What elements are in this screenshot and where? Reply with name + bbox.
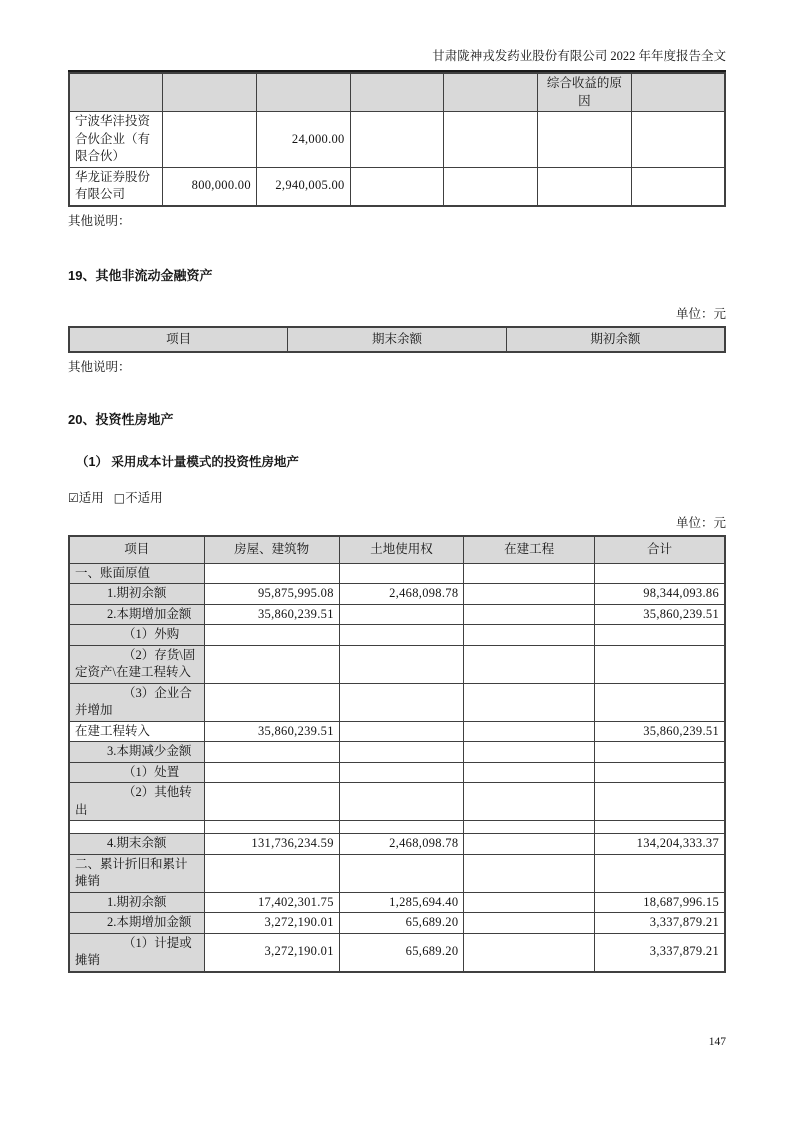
cell — [464, 854, 595, 892]
item-label-cell: 2.本期增加金额 — [69, 604, 204, 625]
item-label-cell: （3）企业合并增加 — [69, 683, 204, 721]
cell: 800,000.00 — [163, 167, 257, 206]
cell — [339, 762, 464, 783]
table-row — [69, 783, 725, 821]
cell — [163, 112, 257, 168]
table-row — [69, 742, 725, 763]
cell — [204, 742, 339, 763]
cell — [464, 834, 595, 855]
table-row — [69, 913, 725, 934]
other-notes-label: 其他说明： — [68, 213, 131, 228]
cell — [204, 645, 339, 683]
item-label-cell: 一、账面原值 — [69, 563, 204, 584]
header-cell — [69, 73, 163, 112]
cell — [339, 854, 464, 892]
cell — [464, 742, 595, 763]
cell — [204, 625, 339, 646]
cell — [444, 167, 538, 206]
cell — [594, 742, 725, 763]
cell — [464, 563, 595, 584]
table-row — [69, 892, 725, 913]
cell: 17,402,301.75 — [204, 892, 339, 913]
table-header-row — [69, 73, 725, 112]
investment-property-table — [68, 535, 726, 973]
item-label-cell: （2）其他转出 — [69, 783, 204, 821]
cell: 35,860,239.51 — [204, 721, 339, 742]
cell — [204, 762, 339, 783]
cell: 98,344,093.86 — [594, 584, 725, 605]
header-cell: 期末余额 — [288, 327, 507, 353]
header-cell — [631, 73, 725, 112]
table-row — [69, 604, 725, 625]
page-number: 147 — [708, 1036, 726, 1048]
entity-name-cell: 宁波华沣投资合伙企业（有限合伙） — [69, 112, 163, 168]
header-cell — [350, 73, 444, 112]
header-cell: 项目 — [69, 536, 204, 563]
header-cell: 期初余额 — [506, 327, 725, 353]
cell: 2,468,098.78 — [339, 834, 464, 855]
header-cell: 房屋、建筑物 — [204, 536, 339, 563]
section-20-title: 20、投资性房地产 — [68, 412, 174, 427]
item-label-cell: （1）处置 — [69, 762, 204, 783]
cell — [444, 112, 538, 168]
table-row — [69, 933, 725, 972]
cell: 3,337,879.21 — [594, 933, 725, 972]
cell — [204, 854, 339, 892]
not-applicable-option — [114, 491, 163, 505]
cell — [464, 913, 595, 934]
cell — [538, 167, 632, 206]
cell: 18,687,996.15 — [594, 892, 725, 913]
cell — [464, 584, 595, 605]
cell: 1,285,694.40 — [339, 892, 464, 913]
unit-label: 单位：元 — [675, 516, 726, 530]
cell — [464, 762, 595, 783]
cell: 95,875,995.08 — [204, 584, 339, 605]
table-row — [69, 645, 725, 683]
cell — [350, 112, 444, 168]
cell — [339, 683, 464, 721]
cell: 35,860,239.51 — [204, 604, 339, 625]
header-cell — [444, 73, 538, 112]
cell — [594, 563, 725, 584]
cell: 35,860,239.51 — [594, 604, 725, 625]
applicable-option — [68, 491, 104, 505]
header-cell — [163, 73, 257, 112]
cell: 3,337,879.21 — [594, 913, 725, 934]
item-label-cell: 2.本期增加金额 — [69, 913, 204, 934]
cell — [339, 563, 464, 584]
item-label-cell: （1）计提或摊销 — [69, 933, 204, 972]
applicability-line — [68, 490, 726, 507]
table-row — [69, 721, 725, 742]
table-row — [69, 834, 725, 855]
cell — [464, 645, 595, 683]
applicable-label: 适用 — [78, 491, 104, 505]
cell — [204, 683, 339, 721]
item-label-cell: 在建工程转入 — [69, 721, 204, 742]
table-row — [69, 167, 725, 206]
cell — [631, 112, 725, 168]
comprehensive-income-table — [68, 72, 726, 207]
cell — [204, 821, 339, 834]
table-header-row — [69, 536, 725, 563]
cell — [339, 821, 464, 834]
cell — [339, 625, 464, 646]
item-label-cell: （1）外购 — [69, 625, 204, 646]
cell — [594, 821, 725, 834]
table-row — [69, 112, 725, 168]
section-19-title: 19、其他非流动金融资产 — [68, 267, 213, 283]
cell: 24,000.00 — [256, 112, 350, 168]
cell — [464, 821, 595, 834]
table-header-row — [69, 327, 725, 353]
cell — [350, 167, 444, 206]
cell — [594, 783, 725, 821]
item-label-cell: 二、累计折旧和累计摊销 — [69, 854, 204, 892]
cell — [594, 645, 725, 683]
spacer-row — [69, 821, 725, 834]
cell: 3,272,190.01 — [204, 933, 339, 972]
cell — [464, 625, 595, 646]
cell — [464, 683, 595, 721]
checked-checkbox-icon: ☑ — [68, 491, 79, 505]
other-notes-label: 其他说明： — [68, 360, 131, 374]
header-cell — [256, 73, 350, 112]
cell: 2,940,005.00 — [256, 167, 350, 206]
cell — [339, 721, 464, 742]
cell: 3,272,190.01 — [204, 913, 339, 934]
item-label-cell: （2）存货\固定资产\在建工程转入 — [69, 645, 204, 683]
item-label-cell: 1.期初余额 — [69, 584, 204, 605]
cell: 134,204,333.37 — [594, 834, 725, 855]
table-row — [69, 625, 725, 646]
cell: 131,736,234.59 — [204, 834, 339, 855]
header-cell: 项目 — [69, 327, 288, 353]
entity-name-cell: 华龙证券股份有限公司 — [69, 167, 163, 206]
item-label-cell — [69, 821, 204, 834]
other-noncurrent-financial-assets-table — [68, 326, 726, 354]
cell — [464, 721, 595, 742]
cell — [339, 783, 464, 821]
cell — [339, 645, 464, 683]
cell — [339, 604, 464, 625]
cell: 65,689.20 — [339, 913, 464, 934]
cell: 35,860,239.51 — [594, 721, 725, 742]
cell — [339, 742, 464, 763]
cell: 65,689.20 — [339, 933, 464, 972]
cell — [204, 563, 339, 584]
unit-label: 单位：元 — [675, 306, 726, 321]
header-cell: 在建工程 — [464, 536, 595, 563]
header-cell: 合计 — [594, 536, 725, 563]
cell — [538, 112, 632, 168]
cell — [464, 783, 595, 821]
section-20-subtitle: （1） 采用成本计量模式的投资性房地产 — [76, 455, 299, 469]
header-cell: 土地使用权 — [339, 536, 464, 563]
item-label-cell: 4.期末余额 — [69, 834, 204, 855]
table-row — [69, 854, 725, 892]
cell — [594, 762, 725, 783]
cell — [464, 892, 595, 913]
unchecked-checkbox-icon: □ — [113, 491, 126, 505]
table-row — [69, 683, 725, 721]
cell — [464, 933, 595, 972]
cell — [464, 604, 595, 625]
report-header-title: 甘肃陇神戎发药业股份有限公司 2022 年年度报告全文 — [432, 49, 726, 63]
table-row — [69, 563, 725, 584]
not-applicable-label: 不适用 — [125, 491, 163, 505]
table-row — [69, 584, 725, 605]
cell — [204, 783, 339, 821]
cell — [594, 854, 725, 892]
header-cell: 综合收益的原因 — [538, 73, 632, 112]
item-label-cell: 1.期初余额 — [69, 892, 204, 913]
cell: 2,468,098.78 — [339, 584, 464, 605]
table-row — [69, 762, 725, 783]
item-label-cell: 3.本期减少金额 — [69, 742, 204, 763]
cell — [594, 683, 725, 721]
cell — [594, 625, 725, 646]
cell — [631, 167, 725, 206]
